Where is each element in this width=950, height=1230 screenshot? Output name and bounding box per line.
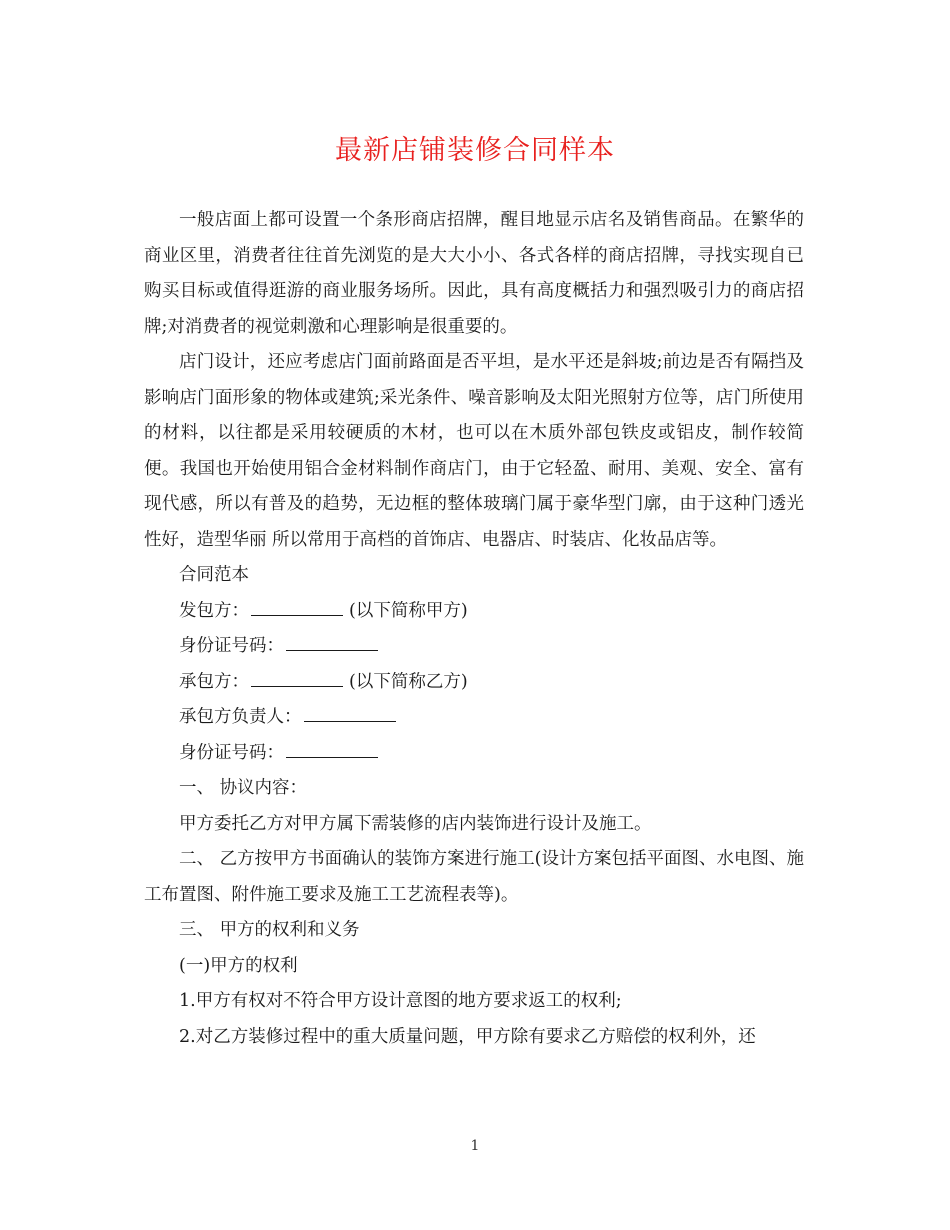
party-a-line <box>144 594 804 630</box>
party-b-manager-line <box>144 700 804 736</box>
section-3-heading: 三、 甲方的权利和义务 <box>179 920 360 940</box>
subsection-heading: (一)甲方的权利 <box>179 955 298 976</box>
party-a-label: 发包方： <box>179 600 249 621</box>
contract-heading: 合同范本 <box>179 565 249 585</box>
party-b-blank <box>251 685 343 687</box>
document-title: 最新店铺装修合同样本 <box>335 135 615 166</box>
party-a-id-blank <box>286 649 378 651</box>
party-a-note: (以下简称甲方) <box>349 600 468 621</box>
section-1-heading: 一、 协议内容： <box>179 778 308 798</box>
list-item-1: 1.甲方有权对不符合甲方设计意图的地方要求返工的权利; <box>179 991 622 1011</box>
party-b-note: (以下简称乙方) <box>349 671 468 692</box>
section-1-text: 甲方委托乙方对甲方属下需装修的店内装饰进行设计及施工。 <box>179 813 652 834</box>
party-a-blank <box>251 614 343 616</box>
party-b-manager-blank <box>304 720 396 722</box>
section-2-text: 二、 乙方按甲方书面确认的装饰方案进行施工(设计方案包括平面图、水电图、施工布置图、附件施工要求及施工工艺流程表等)。 <box>144 849 804 905</box>
party-b-label: 承包方： <box>179 671 249 692</box>
page-number: 1 <box>470 1138 480 1154</box>
party-b-id-blank <box>286 756 378 758</box>
party-b-id-line <box>144 736 804 772</box>
party-b-manager-label: 承包方负责人： <box>179 707 302 727</box>
list-item-2: 2.对乙方装修过程中的重大质量问题，甲方除有要求乙方赔偿的权利外，还 <box>179 1026 756 1047</box>
intro-paragraph-1: 一般店面上都可设置一个条形商店招牌，醒目地显示店名及销售商品。在繁华的商业区里，消费者往往首先浏览的是大大小小、各式各样的商店招牌，寻找实现自已购买目标或值得逛游的商业服务场所。因此，具有高度概括力和强烈吸引力的商店招牌;对消费者的视觉刺激和心理影响是很重要的。 <box>144 210 804 337</box>
party-b-line <box>144 665 804 701</box>
party-a-id-line <box>144 629 804 665</box>
party-b-id-label: 身份证号码： <box>179 742 284 763</box>
party-a-id-label: 身份证号码： <box>179 636 284 656</box>
intro-paragraph-2: 店门设计，还应考虑店门面前路面是否平坦，是水平还是斜坡;前边是否有隔挡及影响店门面形象的物体或建筑;采光条件、噪音影响及太阳光照射方位等，店门所使用的材料，以往都是采用较硬质的木材，也可以在木质外部包铁皮或铝皮，制作较简便。我国也开始使用铝合金材料制作商店门，由于它轻盈、耐用、美观、安全、富有现代感，所以有普及的趋势，无边框的整体玻璃门属于豪华型门廓，由于这种门透光性好，造型华丽 所以常用于高档的首饰店、电器店、时装店、化妆品店等。 <box>144 352 804 550</box>
document-body <box>144 203 804 1055</box>
